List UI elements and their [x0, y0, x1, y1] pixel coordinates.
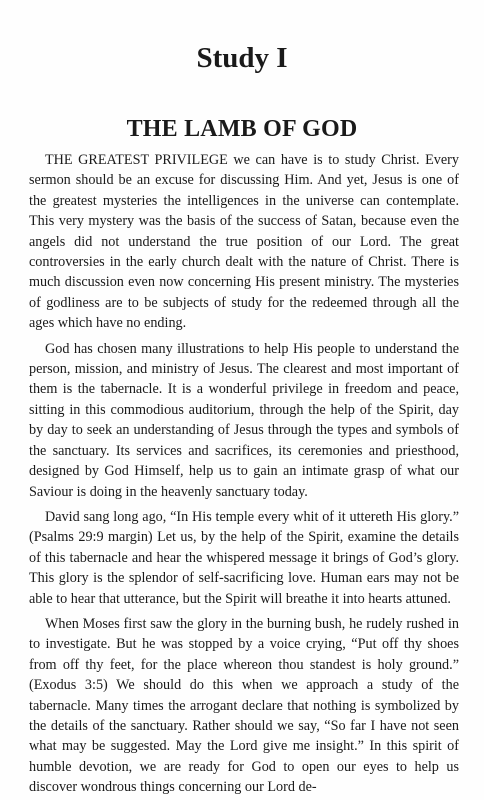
paragraph: When Moses first saw the glory in the burning bush, he rudely rushed in to investigate. But he was stopped by a voice crying, “Put off thy shoes from off thy feet, for the place whereon thou standest is holy ground.” (Exodus 3:5) We should do this when we approach a study of the tabernacle. Many times the arrogant declare that nothing is symbolized by the details of the sanctuary. Rather should we say, “So far I have not seen what may be suggested. May the Lord give me insight.” In this spirit of humble devotion, we are ready for God to open our eyes to help us discover wondrous things concerning our Lord de-: [29, 615, 459, 796]
paragraph: God has chosen many illustrations to help His people to understand the person, mission, and ministry of Jesus. The clearest and most important of them is the tabernacle. It is a wonderful privilege in freedom and peace, sitting in this commodious auditorium, through the help of the Spirit, day by day to seek an understanding of Jesus through the types and symbols of the sanctuary. Its services and sacrifices, its ceremonies and priesthood, designed by God Himself, help us to gain an intimate grasp of what our Saviour is doing in the heavenly sanctuary today.: [29, 340, 459, 500]
body-text: [29, 150, 459, 803]
chapter-title: THE LAMB OF GOD: [126, 116, 358, 142]
paragraph: David sang long ago, “In His temple every whit of it uttereth His glory.” (Psalms 29:9 margin) Let us, by the help of the Spirit, examine the details of this tabernacle and hear the whispered message it brings of God’s glory. This glory is the splendor of self-sacrificing love. Human ears may not be able to hear that utterance, but the Spirit will breathe it into hearts attuned.: [29, 508, 459, 607]
paragraph: THE GREATEST PRIVILEGE we can have is to study Christ. Every sermon should be an excuse for discussing Him. And yet, Jesus is one of the greatest mysteries the intelligences in the universe can contemplate. This very mystery was the basis of the success of Satan, because even the angels did not understand the true position of our Lord. The great controversies in the early church dealt with the nature of Christ. There is much discussion even now concerning His present ministry. The mysteries of godliness are to be subjects of study for the redeemed through all the ages which have no ending.: [29, 152, 459, 332]
study-title: Study I: [196, 42, 288, 74]
